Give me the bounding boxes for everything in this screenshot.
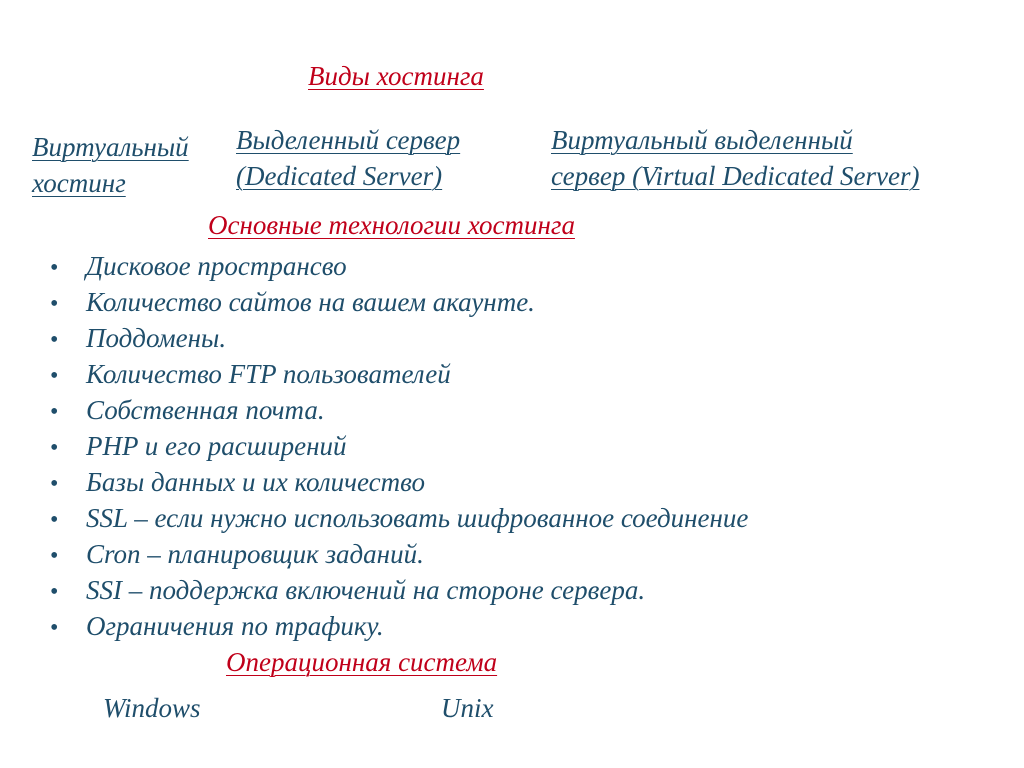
bullet-icon: • xyxy=(50,255,59,281)
list-item xyxy=(50,464,748,500)
os-title-link[interactable]: Операционная система xyxy=(226,647,498,677)
list-item xyxy=(50,608,748,644)
bullet-icon: • xyxy=(50,363,59,389)
technologies-title-link[interactable]: Основные технологии хостинга xyxy=(208,210,575,240)
list-item xyxy=(50,392,748,428)
bullet-icon: • xyxy=(50,507,59,533)
dedicated-server-line1: Выделенный сервер xyxy=(236,125,461,155)
list-item xyxy=(50,572,748,608)
os-windows-label: Windows xyxy=(103,693,201,723)
list-item xyxy=(50,536,748,572)
bullet-icon: • xyxy=(50,543,59,569)
bullet-icon: • xyxy=(50,471,59,497)
list-item-text: SSI – поддержка включений на стороне сервера. xyxy=(86,575,646,605)
vds-line2: сервер (Virtual Dedicated Server) xyxy=(551,161,920,191)
dedicated-server-link[interactable] xyxy=(236,122,460,194)
list-item-text: Базы данных и их количество xyxy=(86,467,426,497)
list-item-text: Ограничения по трафику. xyxy=(86,611,384,641)
list-item xyxy=(50,284,748,320)
list-item-text: Количество FTP пользователей xyxy=(86,359,451,389)
virtual-hosting-link[interactable] xyxy=(32,129,189,201)
technologies-list xyxy=(50,248,748,644)
bullet-icon: • xyxy=(50,399,59,425)
vds-link[interactable] xyxy=(551,122,919,194)
list-item xyxy=(50,356,748,392)
list-item xyxy=(50,428,748,464)
list-item-text: Cron – планировщик заданий. xyxy=(86,539,424,569)
virtual-hosting-line1: Виртуальный xyxy=(32,132,189,162)
list-item-text: Собственная почта. xyxy=(86,395,325,425)
os-unix-label: Unix xyxy=(441,693,494,723)
bullet-icon: • xyxy=(50,579,59,605)
dedicated-server-line2: (Dedicated Server) xyxy=(236,161,443,191)
bullet-icon: • xyxy=(50,327,59,353)
vds-line1: Виртуальный выделенный xyxy=(551,125,853,155)
bullet-icon: • xyxy=(50,615,59,641)
bullet-icon: • xyxy=(50,435,59,461)
list-item xyxy=(50,248,748,284)
list-item xyxy=(50,500,748,536)
hosting-types-title-link[interactable]: Виды хостинга xyxy=(308,61,484,91)
list-item-text: Количество сайтов на вашем акаунте. xyxy=(86,287,535,317)
list-item-text: SSL – если нужно использовать шифрованное соединение xyxy=(86,503,749,533)
list-item-text: Поддомены. xyxy=(86,323,227,353)
bullet-icon: • xyxy=(50,291,59,317)
list-item-text: PHP и его расширений xyxy=(86,431,347,461)
list-item-text: Дисковое пространсво xyxy=(86,251,347,281)
virtual-hosting-line2: хостинг xyxy=(32,168,126,198)
list-item xyxy=(50,320,748,356)
